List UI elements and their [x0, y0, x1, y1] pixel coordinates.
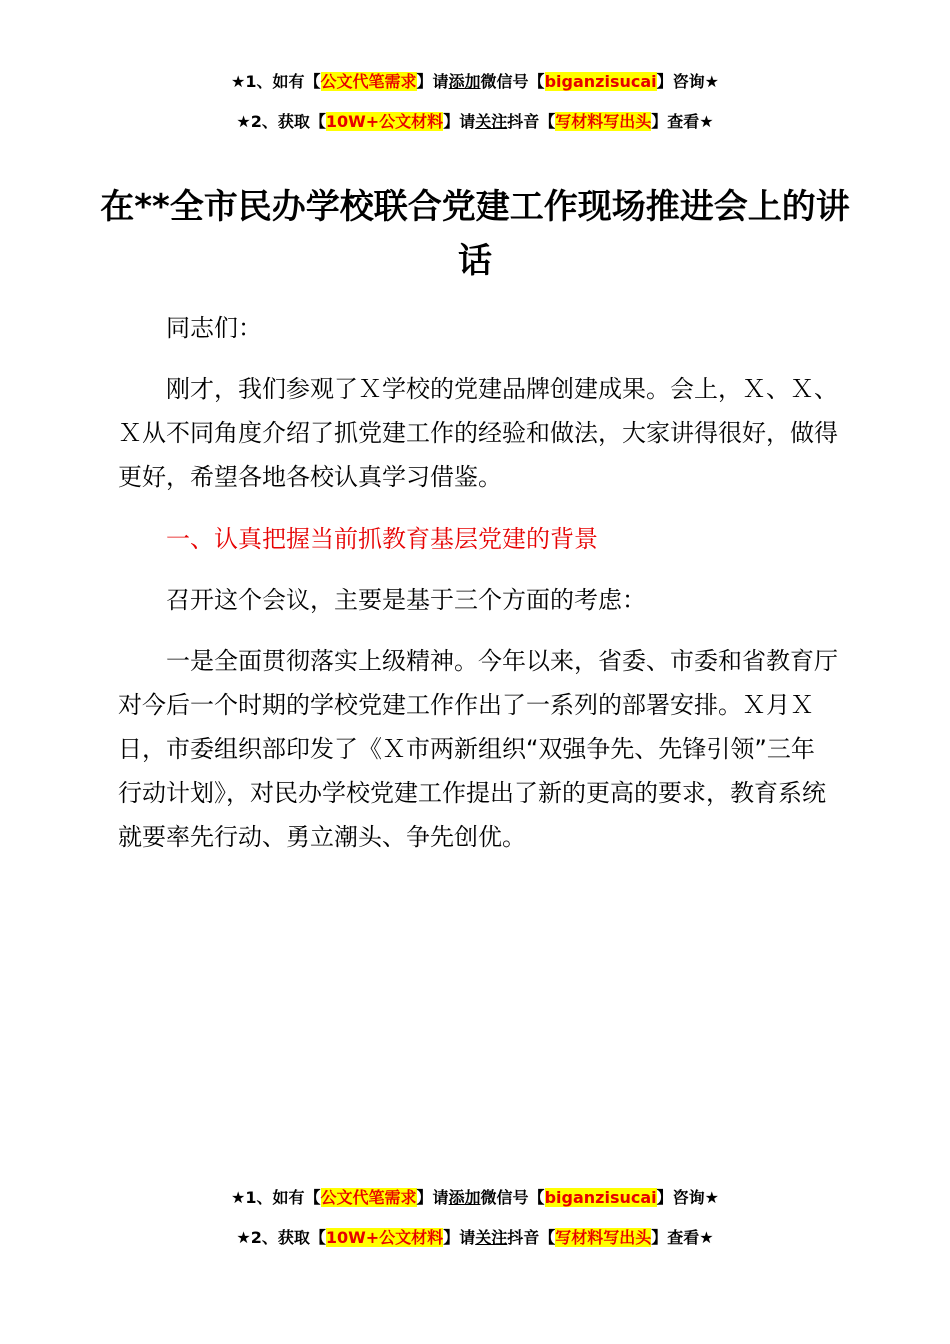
banner-highlight: biganzisucai — [544, 72, 657, 91]
banner-text: 】请 — [416, 72, 449, 91]
banner-underlined: 添加 — [448, 1188, 481, 1207]
banner-text: ★2、获取【 — [236, 1228, 326, 1247]
banner-underlined: 关注 — [475, 112, 508, 131]
banner-highlight: 公文代笔需求 — [320, 1188, 417, 1207]
banner-text: ★1、如有【 — [231, 72, 321, 91]
banner-highlight: 写材料写出头 — [555, 112, 652, 131]
banner-underlined: 关注 — [475, 1228, 508, 1247]
banner-underlined: 添加 — [448, 72, 481, 91]
banner-text: 微信号【 — [480, 72, 545, 91]
top-banner-line-1 — [0, 71, 950, 93]
banner-text: 】请 — [416, 1188, 449, 1207]
banner-highlight: 10W+公文材料 — [325, 1228, 444, 1247]
banner-highlight: 10W+公文材料 — [325, 112, 444, 131]
body-paragraph: 刚才，我们参观了Ｘ学校的党建品牌创建成果。会上，Ｘ、Ｘ、Ｘ从不同角度介绍了抓党建工作的经验和做法，大家讲得很好，做得更好，希望各地各校认真学习借鉴。 — [118, 375, 838, 491]
banner-highlight: biganzisucai — [544, 1188, 657, 1207]
banner-text: 抖音【 — [507, 112, 556, 131]
section-heading: 一、认真把握当前抓教育基层党建的背景 — [166, 525, 598, 553]
salutation: 同志们： — [166, 314, 262, 342]
banner-text: 】查看★ — [651, 112, 714, 131]
banner-text: 抖音【 — [507, 1228, 556, 1247]
banner-text: ★2、获取【 — [236, 112, 326, 131]
banner-text: 微信号【 — [480, 1188, 545, 1207]
banner-highlight: 公文代笔需求 — [320, 72, 417, 91]
document-title: 在**全市民办学校联合党建工作现场推进会上的讲话 — [100, 187, 850, 281]
banner-text: 】咨询★ — [656, 72, 719, 91]
banner-text: 】查看★ — [651, 1228, 714, 1247]
banner-text: 】请 — [443, 112, 476, 131]
banner-text: 】请 — [443, 1228, 476, 1247]
bottom-banner-line-1 — [0, 1187, 950, 1209]
body-paragraph: 一是全面贯彻落实上级精神。今年以来，省委、市委和省教育厅对今后一个时期的学校党建工作作出了一系列的部署安排。Ｘ月Ｘ日，市委组织部印发了《Ｘ市两新组织“双强争先、先锋引领”三年行动计划》，对民办学校党建工作提出了新的更高的要求，教育系统就要率先行动、勇立潮头、争先创优。 — [118, 647, 838, 851]
body-paragraph: 召开这个会议，主要是基于三个方面的考虑： — [166, 586, 646, 614]
banner-text: 】咨询★ — [656, 1188, 719, 1207]
top-banner-line-2 — [0, 111, 950, 133]
banner-highlight: 写材料写出头 — [555, 1228, 652, 1247]
banner-text: ★1、如有【 — [231, 1188, 321, 1207]
bottom-banner-line-2 — [0, 1227, 950, 1249]
